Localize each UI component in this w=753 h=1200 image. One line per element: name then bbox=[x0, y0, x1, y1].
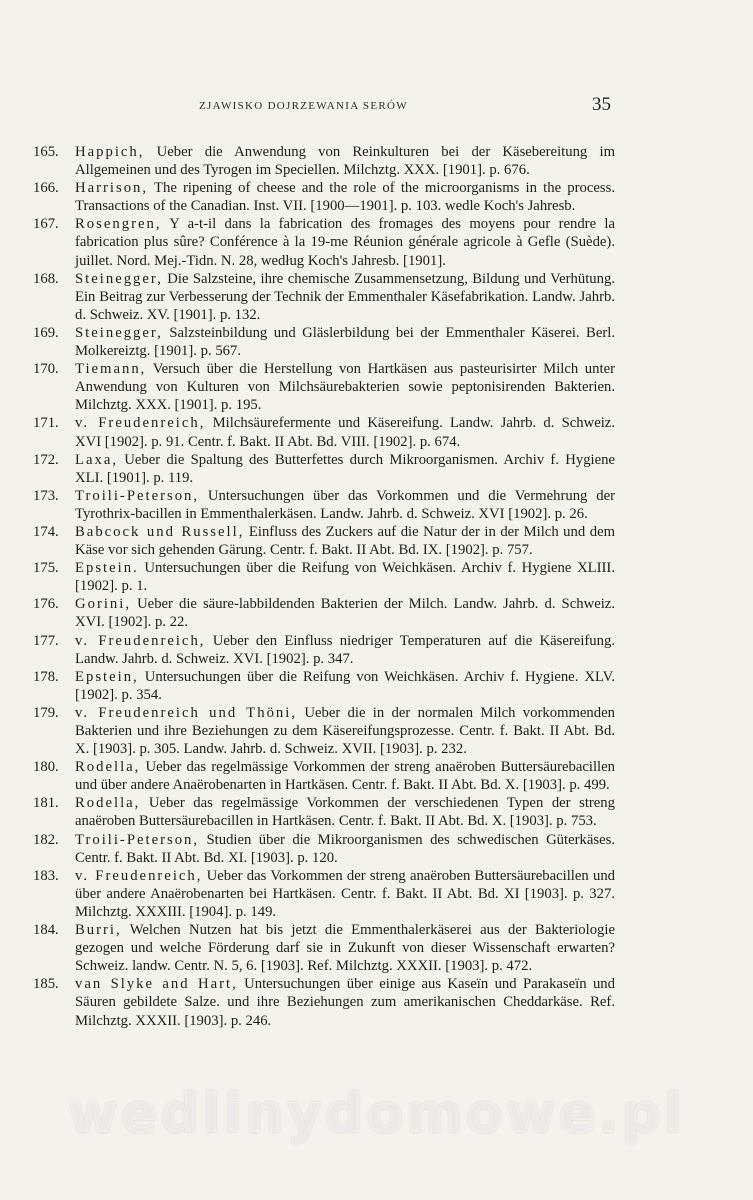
reference-entry bbox=[0, 360, 615, 414]
reference-number: 168. bbox=[33, 270, 59, 287]
reference-number: 177. bbox=[33, 632, 59, 649]
reference-author: Steinegger, bbox=[75, 270, 163, 287]
reference-number: 175. bbox=[33, 560, 59, 577]
running-title: ZJAWISKO DOJRZEWANIA SERÓW bbox=[199, 100, 408, 112]
reference-entry bbox=[0, 704, 615, 758]
reference-number: 167. bbox=[33, 216, 59, 233]
reference-entry bbox=[0, 451, 615, 487]
reference-number: 169. bbox=[33, 324, 59, 341]
reference-text: Untersuchungen über einige aus Kaseïn und Parakaseïn und Säuren gebildete Salze. und ihre Beziehungen zum amerikanischen Cheddarkäse. Ref. Milchztg. XXXII. [1903]. p. 246. bbox=[75, 976, 615, 1029]
reference-text: Salzsteinbildung und Gläslerbildung bei der Emmenthaler Käserei. Berl. Molkereiztg. [1901]. p. 567. bbox=[75, 324, 615, 360]
reference-entry bbox=[0, 794, 615, 830]
reference-author: Rodella, bbox=[75, 795, 141, 812]
reference-author: v. Freudenreich und Thöni, bbox=[75, 704, 298, 721]
reference-number: 165. bbox=[33, 144, 59, 160]
reference-author: Rodella, bbox=[75, 759, 141, 776]
reference-author: Tiemann, bbox=[75, 361, 147, 378]
reference-author: v. Freudenreich, bbox=[75, 632, 206, 649]
reference-number: 184. bbox=[33, 922, 59, 939]
page-number: 35 bbox=[592, 94, 611, 115]
reference-number: 173. bbox=[33, 487, 59, 504]
reference-text: Ueber die in der normalen Milch vorkommenden Bakterien und ihre Beziehungen zu dem Käsereifungsprozesse. Centr. f. Bakt. II Abt. Bd. X. [1903]. p. 305. Landw. Jahrb. d. Schweiz. XVII. [1903]. p. 232. bbox=[75, 704, 615, 758]
reference-entry bbox=[0, 215, 615, 269]
reference-number: 181. bbox=[33, 795, 59, 812]
reference-entry bbox=[0, 414, 615, 450]
reference-number: 180. bbox=[33, 759, 59, 776]
reference-number: 179. bbox=[33, 704, 59, 721]
reference-text: Ueber die säure-labbildenden Bakterien der Milch. Landw. Jahrb. d. Schweiz. XVI. [1902]. p. 22. bbox=[75, 596, 615, 631]
reference-entry bbox=[0, 179, 615, 215]
reference-author: Happich, bbox=[75, 144, 145, 160]
reference-entry bbox=[0, 668, 615, 704]
reference-number: 176. bbox=[33, 596, 59, 613]
reference-author: Babcock und Russell, bbox=[75, 523, 245, 540]
reference-text: Untersuchungen über die Reifung von Weichkäsen. Archiv f. Hygiene. XLV. [1902]. p. 354. bbox=[75, 668, 615, 703]
reference-number: 183. bbox=[33, 867, 59, 884]
reference-text: Welchen Nutzen hat bis jetzt die Emmenthalerkäserei aus der Bakteriologie gezogen und welche Förderung darf sie in Zukunft von dieser Wissenschaft erwarten? Schweiz. landw. Centr. N. 5, 6. [1903]. Ref. Milchztg. XXXII. [1903]. p. 472. bbox=[75, 922, 615, 975]
reference-author: v. Freudenreich, bbox=[75, 415, 206, 432]
reference-entry bbox=[0, 867, 615, 921]
reference-author: v. Freudenreich, bbox=[75, 867, 203, 884]
reference-entry bbox=[0, 921, 615, 975]
reference-text: The ripening of cheese and the role of the microorganisms in the process. Transactions of the Canadian. Inst. VII. [1900—1901]. p. 103. wedle Koch's Jahresb. bbox=[75, 180, 615, 215]
reference-entry bbox=[0, 324, 615, 360]
reference-author: van Slyke and Hart, bbox=[75, 976, 238, 993]
reference-entry bbox=[0, 523, 615, 559]
reference-number: 182. bbox=[33, 831, 59, 848]
reference-text: Einfluss des Zuckers auf die Natur der in der Milch und dem Käse vor sich gehenden Gärung. Centr. f. Bakt. II Abt. Bd. IX. [1902]. p. 757. bbox=[75, 523, 616, 559]
reference-author: Laxa, bbox=[75, 451, 119, 468]
reference-entry bbox=[0, 595, 615, 631]
reference-text: Ueber das regelmässige Vorkommen der verschiedenen Typen der streng anaëroben Buttersäurebacillen in Hartkäsen. Centr. f. Bakt. II Abt. Bd. X. [1903]. p. 753. bbox=[75, 795, 615, 830]
reference-list bbox=[0, 143, 753, 1030]
reference-number: 178. bbox=[33, 668, 59, 685]
reference-number: 172. bbox=[33, 451, 59, 468]
reference-author: Harrison, bbox=[75, 180, 149, 197]
page-header bbox=[0, 94, 753, 118]
reference-entry bbox=[0, 632, 615, 668]
reference-number: 171. bbox=[33, 415, 59, 432]
reference-author: Gorini, bbox=[75, 596, 132, 613]
reference-entry bbox=[0, 270, 615, 324]
reference-author: Epstein. bbox=[75, 560, 139, 577]
reference-entry bbox=[0, 559, 615, 595]
reference-text: Ueber das Vorkommen der streng anaëroben Buttersäurebacillen und über andere Anaërobenarten bei Hartkäsen. Centr. f. Bakt. II Abt. Bd. XI [1903]. p. 327. Milchztg. XXXIII. [1904]. p. 149. bbox=[75, 867, 616, 920]
reference-text: Ueber die Anwendung von Reinkulturen bei der Käsebereitung im Allgemeinen und des Tyrogen im Speciellen. Milchztg. XXX. [1901]. p. 676. bbox=[75, 144, 615, 179]
reference-number: 174. bbox=[33, 523, 59, 540]
reference-text: Ueber den Einfluss niedriger Temperaturen auf die Käsereifung. Landw. Jahrb. d. Schweiz. XVI. [1902]. p. 347. bbox=[75, 632, 615, 667]
reference-entry bbox=[0, 143, 615, 179]
reference-number: 170. bbox=[33, 361, 59, 378]
reference-text: Y a-t-il dans la fabrication des fromages des moyens pour rendre la fabrication plus sûre? Conférence à la 19-me Réunion générale agricole à Gefle (Suède). juillet. Nord. Mej.-Tidn. N. 28, według Koch's Jahresb. [1901]. bbox=[75, 216, 615, 269]
reference-author: Troili-Peterson, bbox=[75, 487, 200, 504]
reference-text: Die Salzsteine, ihre chemische Zusammensetzung, Bildung und Verhütung. Ein Beitrag zur Verbesserung der Technik der Emmenthaler Käsefabrikation. Landw. Jahrb. d. Schweiz. XV. [1901]. p. 132. bbox=[75, 270, 615, 323]
reference-entry bbox=[0, 758, 615, 794]
reference-author: Rosengren, bbox=[75, 216, 162, 233]
reference-entry bbox=[0, 487, 615, 523]
reference-author: Burri, bbox=[75, 922, 122, 939]
reference-text: Milchsäurefermente und Käsereifung. Landw. Jahrb. d. Schweiz. XVI [1902]. p. 91. Centr. f. Bakt. II Abt. Bd. VIII. [1902]. p. 674. bbox=[75, 415, 615, 450]
reference-text: Studien über die Mikroorganismen des schwedischen Güterkäses. Centr. f. Bakt. II Abt. Bd. XI. [1903]. p. 120. bbox=[75, 831, 615, 866]
reference-text: Untersuchungen über die Reifung von Weichkäsen. Archiv f. Hygiene XLIII. [1902]. p. 1. bbox=[75, 560, 615, 595]
reference-text: Versuch über die Herstellung von Hartkäsen aus pasteurisirter Milch unter Anwendung von Kulturen von Milchsäurebakterien sowie peptonisirenden Bakterien. Milchztg. XXX. [1901]. p. 195. bbox=[75, 361, 615, 414]
reference-entry bbox=[0, 831, 615, 867]
reference-author: Steinegger, bbox=[75, 324, 163, 341]
reference-author: Troili-Peterson, bbox=[75, 831, 200, 848]
reference-text: Untersuchungen über das Vorkommen und die Vermehrung der Tyrothrix-bacillen in Emmenthalerkäsen. Landw. Jahrb. d. Schweiz. XVI [1902]. p. 26. bbox=[75, 487, 615, 522]
watermark: wedlinydomowe.pl bbox=[67, 1082, 686, 1145]
reference-number: 185. bbox=[33, 976, 59, 993]
reference-text: Ueber die Spaltung des Butterfettes durch Mikroorganismen. Archiv f. Hygiene XLI. [1901]. p. 119. bbox=[75, 451, 615, 486]
reference-author: Epstein, bbox=[75, 668, 139, 685]
reference-entry bbox=[0, 975, 615, 1029]
reference-text: Ueber das regelmässige Vorkommen der streng anaëroben Buttersäurebacillen und über andere Anaërobenarten in Hartkäsen. Centr. f. Bakt. II Abt. Bd. X. [1903]. p. 499. bbox=[75, 759, 615, 794]
reference-number: 166. bbox=[33, 180, 59, 197]
